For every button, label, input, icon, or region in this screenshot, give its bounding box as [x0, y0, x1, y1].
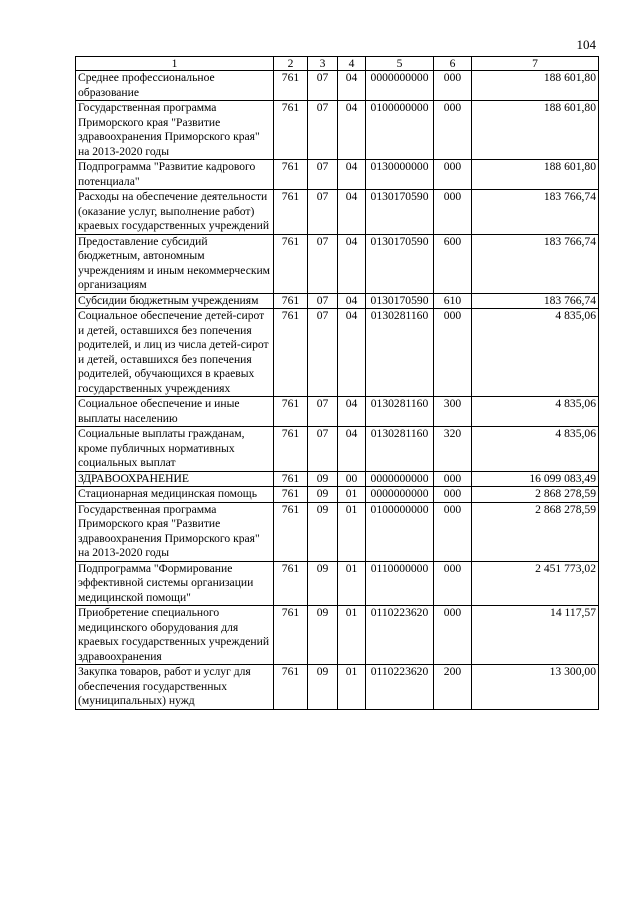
table-row	[76, 665, 599, 710]
row-code-5: 0130170590	[366, 293, 434, 309]
row-code-6: 000	[434, 561, 472, 606]
row-code-6: 320	[434, 427, 472, 472]
row-amount: 188 601,80	[472, 101, 599, 160]
row-code-3: 07	[308, 71, 338, 101]
table-row	[76, 397, 599, 427]
row-code-5: 0130170590	[366, 234, 434, 293]
row-code-6: 000	[434, 101, 472, 160]
row-name: Подпрограмма "Формирование эффективной системы организации медицинской помощи"	[76, 561, 274, 606]
row-code-4: 01	[338, 487, 366, 503]
row-amount: 183 766,74	[472, 190, 599, 235]
row-name: ЗДРАВООХРАНЕНИЕ	[76, 471, 274, 487]
row-code-3: 07	[308, 293, 338, 309]
table-row	[76, 160, 599, 190]
row-code-3: 07	[308, 427, 338, 472]
row-amount: 183 766,74	[472, 234, 599, 293]
row-code-2: 761	[274, 561, 308, 606]
table-row	[76, 606, 599, 665]
row-code-6: 000	[434, 309, 472, 397]
row-amount: 2 868 278,59	[472, 502, 599, 561]
row-code-5: 0110223620	[366, 665, 434, 710]
row-name: Социальное обеспечение и иные выплаты населению	[76, 397, 274, 427]
row-name: Стационарная медицинская помощь	[76, 487, 274, 503]
table-row	[76, 309, 599, 397]
row-amount: 183 766,74	[472, 293, 599, 309]
header-col-7: 7	[472, 57, 599, 71]
table-row	[76, 502, 599, 561]
row-code-2: 761	[274, 471, 308, 487]
row-amount: 2 451 773,02	[472, 561, 599, 606]
row-code-4: 04	[338, 71, 366, 101]
row-code-5: 0000000000	[366, 71, 434, 101]
row-code-5: 0000000000	[366, 471, 434, 487]
header-col-4: 4	[338, 57, 366, 71]
row-code-2: 761	[274, 71, 308, 101]
row-code-4: 01	[338, 665, 366, 710]
row-code-6: 000	[434, 502, 472, 561]
header-row	[76, 57, 599, 71]
row-code-2: 761	[274, 293, 308, 309]
row-code-5: 0130170590	[366, 190, 434, 235]
row-name: Субсидии бюджетным учреждениям	[76, 293, 274, 309]
row-code-2: 761	[274, 665, 308, 710]
row-code-5: 0110223620	[366, 606, 434, 665]
table-row	[76, 71, 599, 101]
row-name: Подпрограмма "Развитие кадрового потенциала"	[76, 160, 274, 190]
header-col-2: 2	[274, 57, 308, 71]
header-col-3: 3	[308, 57, 338, 71]
table-row	[76, 293, 599, 309]
row-code-3: 09	[308, 561, 338, 606]
table-row	[76, 190, 599, 235]
row-name: Расходы на обеспечение деятельности (оказание услуг, выполнение работ) краевых государственных учреждений	[76, 190, 274, 235]
row-code-4: 04	[338, 101, 366, 160]
row-name: Социальное обеспечение детей-сирот и детей, оставшихся без попечения родителей, и лиц из числа детей-сирот и детей, оставшихся без попечения родителей, обучающихся в краевых государственных учреждениях	[76, 309, 274, 397]
row-amount: 188 601,80	[472, 71, 599, 101]
row-code-3: 07	[308, 190, 338, 235]
header-col-5: 5	[366, 57, 434, 71]
row-code-2: 761	[274, 160, 308, 190]
row-code-4: 04	[338, 309, 366, 397]
row-code-3: 09	[308, 606, 338, 665]
row-code-4: 01	[338, 606, 366, 665]
row-name: Среднее профессиональное образование	[76, 71, 274, 101]
row-amount: 2 868 278,59	[472, 487, 599, 503]
row-code-6: 300	[434, 397, 472, 427]
row-code-5: 0130000000	[366, 160, 434, 190]
row-code-4: 04	[338, 234, 366, 293]
table-row	[76, 234, 599, 293]
page-number: 104	[576, 37, 596, 52]
row-code-2: 761	[274, 487, 308, 503]
header-col-1: 1	[76, 57, 274, 71]
row-code-4: 01	[338, 561, 366, 606]
row-code-2: 761	[274, 427, 308, 472]
row-code-4: 04	[338, 293, 366, 309]
row-code-3: 07	[308, 160, 338, 190]
row-code-6: 000	[434, 471, 472, 487]
row-code-6: 000	[434, 190, 472, 235]
row-code-3: 07	[308, 234, 338, 293]
row-code-3: 09	[308, 471, 338, 487]
row-code-5: 0110000000	[366, 561, 434, 606]
row-amount: 4 835,06	[472, 427, 599, 472]
budget-table	[75, 56, 599, 710]
row-code-5: 0130281160	[366, 427, 434, 472]
row-code-2: 761	[274, 502, 308, 561]
table-row	[76, 471, 599, 487]
row-code-5: 0130281160	[366, 309, 434, 397]
row-code-3: 09	[308, 487, 338, 503]
row-code-2: 761	[274, 101, 308, 160]
row-code-6: 000	[434, 487, 472, 503]
row-code-4: 04	[338, 190, 366, 235]
row-code-6: 000	[434, 606, 472, 665]
row-code-4: 04	[338, 397, 366, 427]
table-row	[76, 487, 599, 503]
row-code-4: 04	[338, 160, 366, 190]
row-code-5: 0100000000	[366, 502, 434, 561]
row-code-3: 07	[308, 101, 338, 160]
row-amount: 4 835,06	[472, 397, 599, 427]
row-name: Закупка товаров, работ и услуг для обеспечения государственных (муниципальных) нужд	[76, 665, 274, 710]
row-amount: 16 099 083,49	[472, 471, 599, 487]
table-row	[76, 427, 599, 472]
row-code-3: 09	[308, 502, 338, 561]
row-code-5: 0130281160	[366, 397, 434, 427]
row-code-6: 610	[434, 293, 472, 309]
row-code-3: 09	[308, 665, 338, 710]
row-name: Приобретение специального медицинского оборудования для краевых государственных учреждений здравоохранения	[76, 606, 274, 665]
row-amount: 14 117,57	[472, 606, 599, 665]
row-code-2: 761	[274, 397, 308, 427]
table-row	[76, 561, 599, 606]
row-code-6: 000	[434, 160, 472, 190]
row-code-5: 0000000000	[366, 487, 434, 503]
row-name: Социальные выплаты гражданам, кроме публичных нормативных социальных выплат	[76, 427, 274, 472]
row-code-2: 761	[274, 606, 308, 665]
row-code-2: 761	[274, 234, 308, 293]
row-code-3: 07	[308, 309, 338, 397]
row-code-4: 01	[338, 502, 366, 561]
row-name: Предоставление субсидий бюджетным, автономным учреждениям и иным некоммерческим организациям	[76, 234, 274, 293]
row-name: Государственная программа Приморского края "Развитие здравоохранения Приморского края" на 2013-2020 годы	[76, 101, 274, 160]
row-code-5: 0100000000	[366, 101, 434, 160]
row-code-6: 600	[434, 234, 472, 293]
row-code-6: 200	[434, 665, 472, 710]
header-col-6: 6	[434, 57, 472, 71]
row-code-4: 00	[338, 471, 366, 487]
row-code-2: 761	[274, 190, 308, 235]
row-code-2: 761	[274, 309, 308, 397]
row-amount: 4 835,06	[472, 309, 599, 397]
row-code-3: 07	[308, 397, 338, 427]
row-amount: 188 601,80	[472, 160, 599, 190]
row-amount: 13 300,00	[472, 665, 599, 710]
row-code-4: 04	[338, 427, 366, 472]
table-row	[76, 101, 599, 160]
row-name: Государственная программа Приморского края "Развитие здравоохранения Приморского края" на 2013-2020 годы	[76, 502, 274, 561]
row-code-6: 000	[434, 71, 472, 101]
